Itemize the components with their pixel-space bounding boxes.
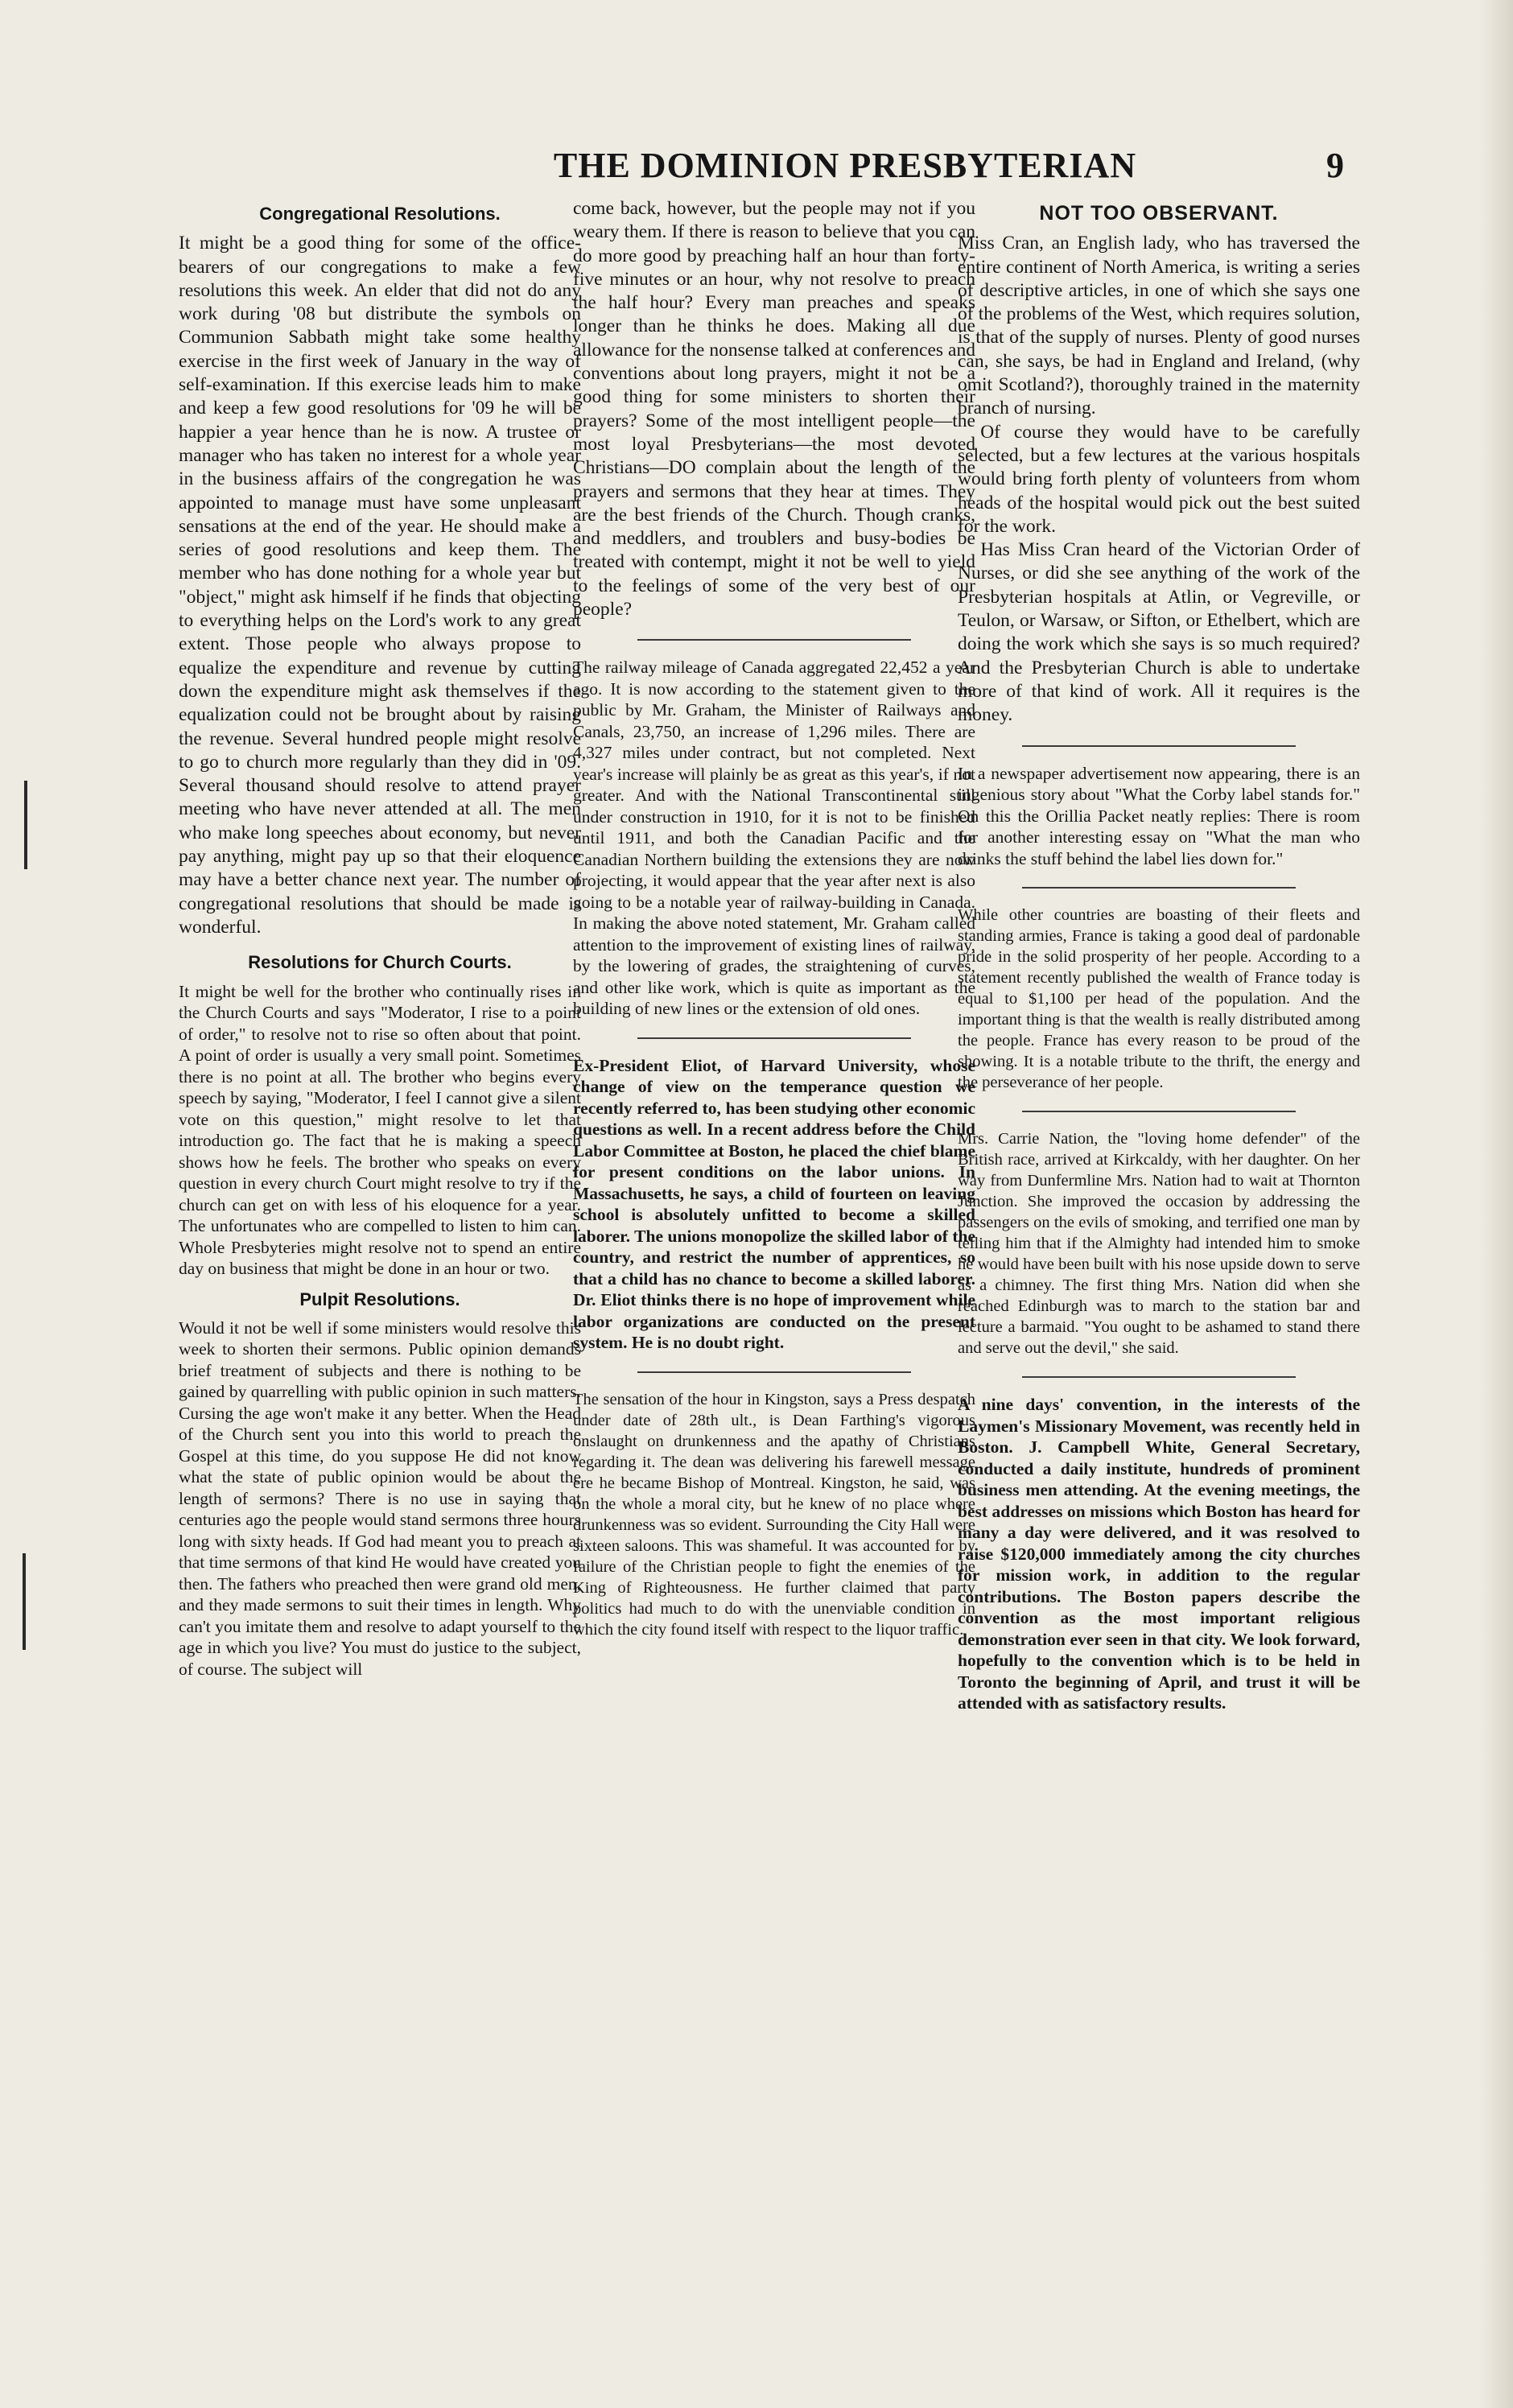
publication-title: THE DOMINION PRESBYTERIAN — [553, 146, 1137, 185]
article-paragraph: A nine days' convention, in the interests of the Laymen's Missionary Movement, was recently held in Boston. J. Campbell White, General Secretary, conducted a daily institute, hundreds of prominent business men attending. At the evening meetings, the best addresses on missions which Boston has heard for many a day were delivered, and it was resolved to raise $120,000 immediately among the city churches for mission work, in addition to the regular contributions. The Boston papers describe the convention as the most important religious demonstration ever seen in that city. We look forward, hopefully to the convention which is to be held in Toronto the beginning of April, and trust it will be attended with as satisfactory results. — [958, 1395, 1360, 1713]
margin-binding-mark — [24, 781, 27, 869]
article-heading: NOT TOO OBSERVANT. — [1039, 202, 1279, 225]
article-paragraph: Of course they would have to be carefully selected, but a few lectures at the various hospitals would bring forth plenty of volunteers from whom heads of the hospital would pick out the best suited for the work. — [958, 421, 1360, 537]
article-paragraph: Miss Cran, an English lady, who has traversed the entire continent of North America, is writing a series of descriptive articles, in one of which she says one of the problems of the West, which requires solution, is that of the supply of nurses. Plenty of good nurses can, she says, be had in England and Ireland, (why omit Scotland?), thoroughly trained in the maternity branch of nursing. — [958, 233, 1360, 419]
article-paragraph: Mrs. Carrie Nation, the "loving home defender" of the British race, arrived at Kirkcaldy, with her daughter. On her way from Dunfermline Mrs. Nation had to wait at Thornton Junction. She improved the occasion by addressing the passengers on the evils of smoking, and terrified one man by telling him that if the Almighty had intended him to smoke he would have been built with his nose upside down to serve as a chimney. The first thing Mrs. Nation did when she reached Edinburgh was to march to the station bar and lecture a barmaid. "You ought to be ashamed to stand there and serve out the devil," she said. — [958, 1130, 1360, 1358]
column-rule — [637, 1037, 911, 1039]
column-rule — [1022, 887, 1296, 889]
article-heading: Resolutions for Church Courts. — [248, 952, 512, 973]
column-1 — [179, 197, 581, 1680]
article-paragraph: In a newspaper advertisement now appearing, there is an ingenious story about "What the Corby label stands for." On this the Orillia Packet neatly replies: There is room for another interesting essay on "What the man who drinks the stuff behind the label lies down for." — [958, 763, 1360, 868]
article-paragraph: Has Miss Cran heard of the Victorian Order of Nurses, or did she see anything of the work of the Presbyterian hospitals at Atlin, or Vegreville, or Teulon, or Warsaw, or Sifton, or Ethelbert, which are doing the work which she says is so much required? And the Presbyterian Church is able to undertake more of that kind of work. All it requires is the money. — [958, 539, 1360, 726]
page-edge-shadow — [1481, 0, 1513, 2408]
column-rule — [637, 639, 911, 641]
article-heading: Congregational Resolutions. — [259, 204, 501, 224]
article-paragraph: It might be well for the brother who continually rises in the Church Courts and says "Moderator, I rise to a point of order," to resolve not to rise so often about that point. A point of order is usually a very small point. Sometimes there is no point at all. The brother who begins every speech by saying, "Moderator, I feel I cannot give a silent vote on this question," might resolve to let that introduction go. The fact that he is making a speech shows how he feels. The brother who speaks on every question in every church Court might resolve to try if the church can get on with less of his eloquence for a year. The unfortunates who are compelled to listen to him can. Whole Presbyteries might resolve not to spend an entire day on business that might be done in an hour or two. — [179, 981, 581, 1278]
column-rule — [1022, 1111, 1296, 1112]
article-paragraph: Ex-President Eliot, of Harvard University, whose change of view on the temperance question we recently referred to, has been studying other economic questions as well. In a recent address before the Child Labor Committee at Boston, he placed the chief blame for present conditions on the labor unions. In Massachusetts, he says, a child of fourteen on leaving school is absolutely unfitted to become a skilled laborer. The unions monopolize the skilled labor of the country, and restrict the number of apprentices, so that a child has no chance to become a skilled laborer. Dr. Eliot thinks there is no hope of improvement while labor organizations are conducted on the present system. He is no doubt right. — [573, 1055, 975, 1353]
article-paragraph: Would it not be well if some ministers would resolve this week to shorten their sermons. Public opinion demands brief treatment of subjects and there is nothing to be gained by quarrelling with public opinion in such matters. Cursing the age won't make it any better. When the Head of the Church sent you into this world to preach the Gospel at this time, do you suppose He did not know what the state of public opinion would be about the length of sermons? There is no use in saying that centuries ago the people would stand sermons three hours long with sixty heads. If God had meant you to preach at that time sermons of that kind He would have created you then. The fathers who preached then were grand old men, and they made sermons to suit their times in length. Why can't you imitate them and resolve to adapt yourself to the age in which you live? You must do justice to the subject, of course. The subject will — [179, 1317, 581, 1679]
margin-binding-mark — [23, 1553, 26, 1650]
article-paragraph: While other countries are boasting of their fleets and standing armies, France is taking a good deal of pardonable pride in the solid prosperity of her people. According to a statement recently published the wealth of France today is equal to $1,100 per head of the population. And the important thing is that the wealth is really distributed among the people. France has every reason to be proud of the showing. It is a notable tribute to the thrift, the energy and the perseverance of her people. — [958, 906, 1360, 1092]
column-rule — [1022, 745, 1296, 747]
article-paragraph: It might be a good thing for some of the office-bearers of our congregations to make a few resolutions this week. An elder that did not do any work during '08 but distribute the symbols on Communion Sabbath might take some healthy exercise in the first week of January in the way of self-examination. If this exercise leads him to make and keep a few good resolutions for '09 he will be happier a year hence than he is now. A trustee or manager who has taken no interest for a whole year in the business affairs of the congregation he was appointed to manage must have some unpleasant sensations at the end of the year. He should make a series of good resolutions and keep them. The member who has done nothing for a whole year but "object," might ask himself if he finds that objecting to everything helps on the Lord's work to any great extent. Those people who always propose to equalize the expenditure and revenue by cutting down the expenditure might ask themselves if the equalization could not be brought about by raising the revenue. Several hundred people might resolve to go to church more regularly than they did in '09. Several thousand should resolve to attend prayer meeting who have never attended at all. The men who make long speeches about economy, but never pay anything, might pay up so that their eloquence may have a better chance next year. The number of congregational resolutions that should be made is wonderful. — [179, 233, 581, 938]
column-3 — [958, 197, 1360, 1714]
article-heading: Pulpit Resolutions. — [299, 1289, 460, 1309]
article-paragraph: The sensation of the hour in Kingston, says a Press despatch under date of 28th ult., is Dean Farthing's vigorous onslaught on drunkenness and the apathy of Christians regarding it. The dean was delivering his farewell message ere he became Bishop of Montreal. Kingston, he said, was on the whole a moral city, but he knew of no place where drunkenness was so evident. Surrounding the City Hall were sixteen saloons. This was shameful. It was accounted for by failure of the Christian people to fight the enemies of the King of Righteousness. He further claimed that party politics had much to do with the unenviable condition in which the city found itself with respect to the liquor traffic. — [573, 1390, 975, 1639]
column-rule — [637, 1371, 911, 1373]
running-head — [145, 145, 1344, 201]
article-paragraph: come back, however, but the people may not if you weary them. If there is reason to believe that you can do more good by preaching half an hour than forty-five minutes or an hour, why not resolve to preach the half hour? Every man preaches and speaks longer than he thinks he does. Making all due allowance for the nonsense talked at conferences and conventions about long prayers, might it not be a good thing for some ministers to shorten their prayers? Some of the most intelligent people—the most loyal Presbyterians—the most devoted Christians—DO complain about the length of the prayers and sermons that they hear at times. They are the best friends of the Church. Though cranks, and meddlers, and troublers and busy-bodies be treated with contempt, might it not be well to yield to the feelings of some of the very best of our people? — [573, 198, 975, 621]
column-rule — [1022, 1376, 1296, 1378]
page-number: 9 — [1326, 146, 1344, 185]
article-paragraph: The railway mileage of Canada aggregated 22,452 a year ago. It is now according to the statement given to the public by Mr. Graham, the Minister of Railways and Canals, 23,750, an increase of 1,296 miles. There are 4,327 miles under contract, but not completed. Next year's increase will plainly be as great as this year's, if not greater. And with the National Transcontinental still under construction in 1910, for it is not to be finished until 1911, and both the Canadian Pacific and the Canadian Northern building the extensions they are now projecting, it would appear that the year after next is also going to be a notable year of railway-building in Canada. In making the above noted statement, Mr. Graham called attention to the improvement of existing lines of railway, by the lowering of grades, the straightening of curves, and other like work, which is quite as important as the building of new lines or the extension of old ones. — [573, 658, 975, 1019]
column-2 — [573, 197, 975, 1640]
